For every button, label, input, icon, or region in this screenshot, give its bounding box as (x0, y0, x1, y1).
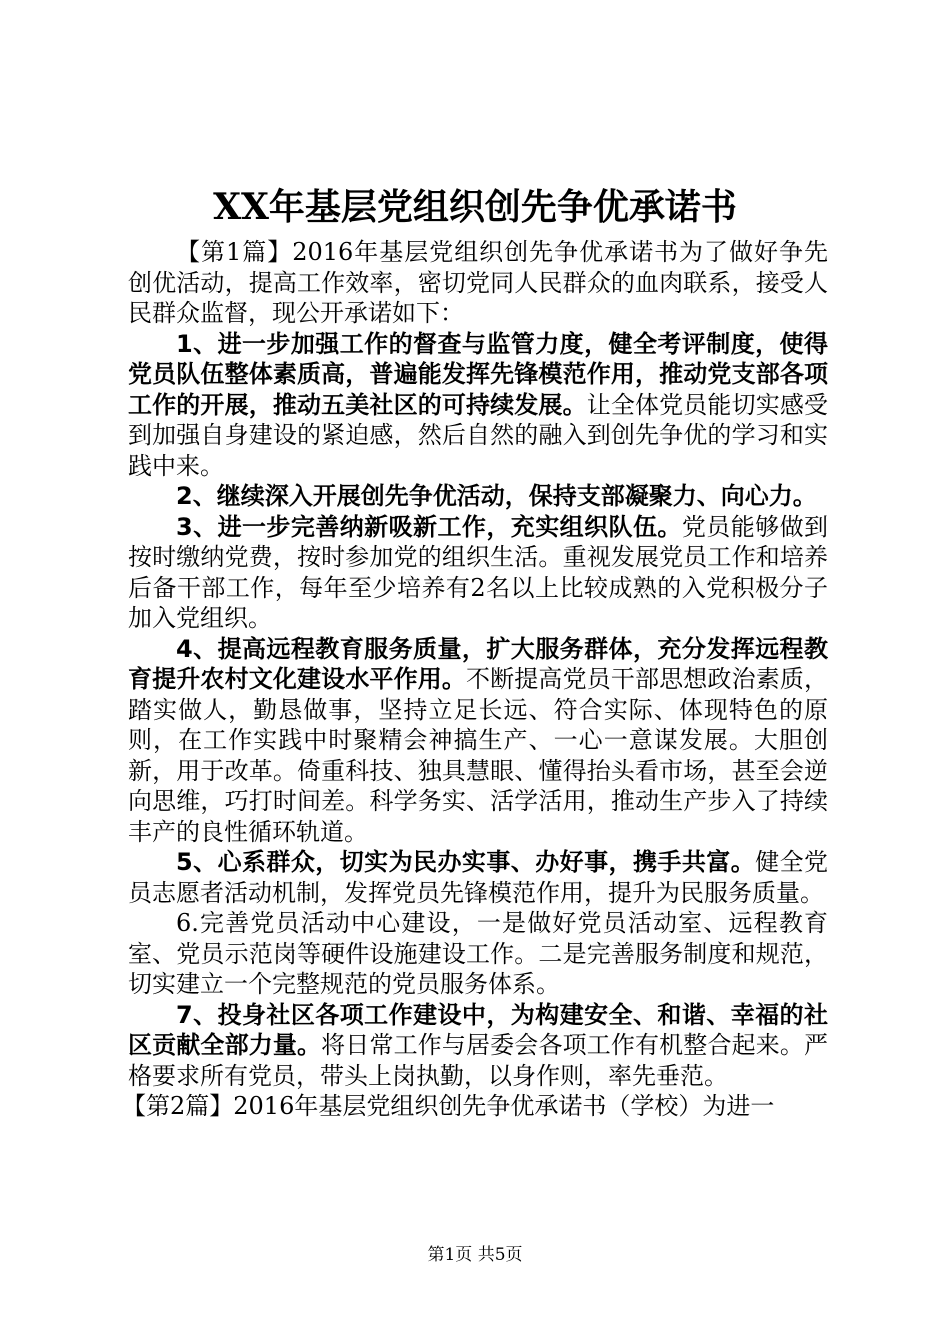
page-footer (0, 1244, 950, 1266)
commitment-item-2 (128, 481, 828, 512)
commitment-item-4-heading: 4、提高远程教育服务质量，扩大服务群体，充分发挥远程教育提升农村文化建设水平作用。 (128, 634, 828, 693)
commitment-item-5-text: 健全党员志愿者活动机制，发挥党员先锋模范作用，提升为民服务质量。 (128, 848, 829, 907)
commitment-item-7-heading: 7、投身社区各项工作建设中，为构建安全、和谐、幸福的社区贡献全部力量。 (128, 1000, 828, 1059)
document-body (122, 237, 829, 1122)
commitment-item-1-heading: 1、进一步加强工作的督查与监管力度，健全考评制度，使得党员队伍整体素质高，普遍能发挥先锋模范作用，推动党支部各项工作的开展，推动五美社区的可持续发展。 (128, 329, 828, 419)
commitment-item-7 (128, 1000, 828, 1092)
commitment-item-7-text: 将日常工作与居委会各项工作有机整合起来。严格要求所有党员，带头上岗执勤，以身作则，率先垂范。 (128, 1031, 829, 1090)
commitment-item-4 (128, 634, 828, 848)
commitment-item-3 (128, 512, 828, 634)
page-number-label: 第1页 共5页 (427, 1245, 523, 1265)
commitment-item-4-text: 不断提高党员干部思想政治素质，踏实做人，勤恳做事，坚持立足长远、符合实际、体现特色的原则，在工作实践中时聚精会神搞生产、一心一意谋发展。大胆创新，用于改革。倚重科技、独具慧眼、懂得抬头看市场，甚至会逆向思维，巧打时间差。科学务实、活学活用，推动生产步入了持续丰产的良性循环轨道。 (128, 665, 828, 846)
commitment-item-1 (128, 329, 828, 482)
commitment-item-3-heading: 3、进一步完善纳新吸新工作，充实组织队伍。 (176, 512, 682, 541)
commitment-item-1-text: 让全体党员能切实感受到加强自身建设的紧迫感，然后自然的融入到创先争优的学习和实践中来。 (128, 390, 829, 480)
commitment-item-6 (128, 908, 828, 1000)
second-part-paragraph: 【第2篇】2016年基层党组织创先争优承诺书（学校）为进一 (122, 1092, 775, 1120)
document-title: XX年基层党组织创先争优承诺书 (213, 186, 737, 228)
commitment-item-5-heading: 5、心系群众，切实为民办实事、办好事，携手共富。 (176, 848, 756, 876)
commitment-item-2-heading: 2、继续深入开展创先争优活动，保持支部凝聚力、向心力。 (176, 482, 817, 510)
commitment-item-6-text: 6.完善党员活动中心建设，一是做好党员活动室、远程教育室、党员示范岗等硬件设施建设工作。二是完善服务制度和规范，切实建立一个完整规范的党员服务体系。 (128, 909, 828, 998)
commitment-item-5 (128, 847, 828, 908)
commitment-item-3-text: 党员能够做到按时缴纳党费，按时参加党的组织生活。重视发展党员工作和培养后备干部工作，每年至少培养有2名以上比较成熟的入党积极分子加入党组织。 (128, 512, 829, 632)
intro-paragraph: 【第1篇】2016年基层党组织创先争优承诺书为了做好争先创优活动，提高工作效率，密切党同人民群众的血肉联系，接受人民群众监督，现公开承诺如下： (128, 238, 828, 327)
